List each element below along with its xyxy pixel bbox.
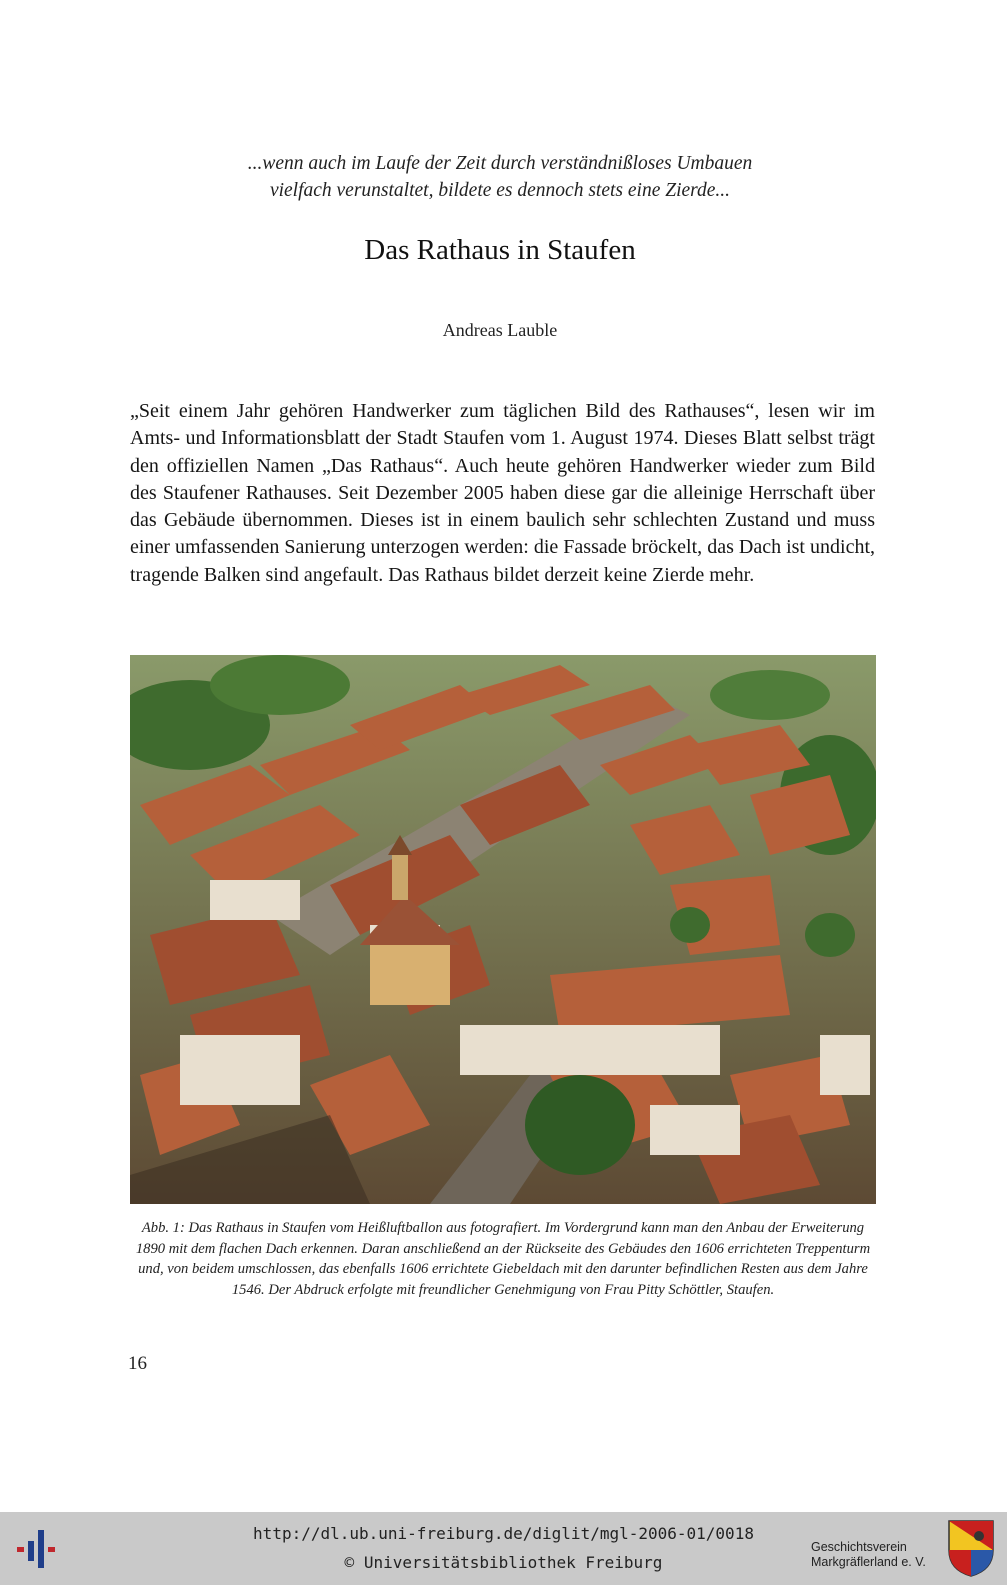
footer-bar bbox=[0, 1512, 1007, 1585]
page-number: 16 bbox=[128, 1353, 147, 1374]
society-name bbox=[811, 1540, 926, 1570]
footer-url[interactable]: http://dl.ub.uni-freiburg.de/diglit/mgl-2006-01/0018 bbox=[253, 1524, 754, 1543]
epigraph-line-2: vielfach verunstaltet, bildete es dennoch stets eine Zierde... bbox=[269, 180, 731, 201]
footer-copyright: © Universitätsbibliothek Freiburg bbox=[344, 1553, 663, 1572]
aerial-photo-illustration bbox=[130, 655, 876, 1204]
coat-of-arms-icon bbox=[946, 1518, 996, 1578]
caption-label: Abb. 1: bbox=[141, 1220, 185, 1236]
society-line-1: Geschichtsverein bbox=[811, 1540, 907, 1554]
society-line-2: Markgräflerland e. V. bbox=[811, 1555, 926, 1569]
caption-text: Das Rathaus in Staufen vom Heißluftballon aus fotografiert. Im Vordergrund kann man den Anbau der Erweiterung 1890 mit dem flachen Dach erkennen. Daran anschließend an der Rückseite des Gebäudes den 1606 errichteten Treppenturm und, von beidem umschlossen, das ebenfalls 1606 errichtete Giebeldach mit den darunter befindlichen Resten aus dem Jahre 1546. Der Abdruck erfolgte mit freundlicher Genehmigung von Frau Pitty Schöttler, Staufen. bbox=[135, 1220, 871, 1298]
article-author: Andreas Lauble bbox=[442, 320, 558, 340]
aerial-photo bbox=[130, 655, 876, 1204]
epigraph-line-1: ...wenn auch im Laufe der Zeit durch verständnißloses Umbauen bbox=[247, 153, 753, 174]
body-paragraph: „Seit einem Jahr gehören Handwerker zum täglichen Bild des Rathauses“, lesen wir im Amts- und Informationsblatt der Stadt Staufen vom 1. August 1974. Dieses Blatt selbst trägt den offiziellen Namen „Das Rathaus“. Auch heute gehören Handwerker wieder zum Bild des Staufener Rathauses. Seit Dezember 2005 haben diese gar die alleinige Herrschaft über das Gebäude übernommen. Dieses ist in einem baulich sehr schlechten Zustand und muss einer umfassenden Sanierung unterzogen werden: die Fassade bröckelt, das Dach ist undicht, tragende Balken sind angefault. Das Rathaus bildet derzeit keine Zierde mehr. bbox=[130, 400, 875, 586]
epigraph bbox=[130, 150, 870, 204]
figure-caption bbox=[132, 1218, 874, 1300]
article-title: Das Rathaus in Staufen bbox=[364, 234, 636, 266]
